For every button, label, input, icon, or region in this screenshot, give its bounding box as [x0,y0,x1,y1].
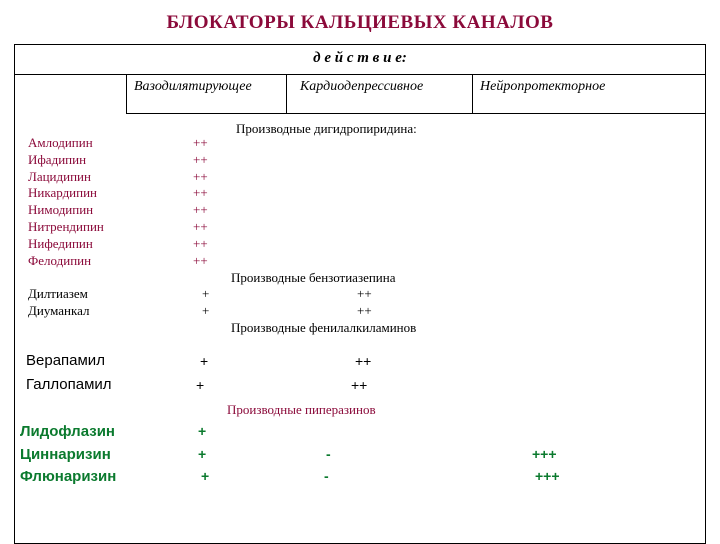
vaso-mark: + [198,446,207,462]
cardio-mark: - [326,446,331,462]
drug-name: Верапамил [26,352,105,369]
action-label: д е й с т в и е: [313,50,407,66]
divider-col-1 [126,74,127,113]
cardio-mark: ++ [351,377,368,393]
vaso-mark: + [200,353,209,369]
column-cardiodepressive: Кардиодепрессивное [300,79,424,94]
cardio-mark: ++ [357,303,372,318]
vaso-mark: ++ [193,218,208,234]
drug-name: Флюнаризин [20,468,117,485]
divider-columns [126,113,706,114]
vaso-mark: ++ [193,202,208,218]
drug-name: Галлопамил [26,376,112,393]
group-label-piperazines: Производные пиперазинов [227,402,376,417]
drug-name: Амлодипин [28,135,93,150]
group-label-dihydropyridines: Производные дигидропиридина: [236,121,417,136]
drug-name: Нимодипин [28,202,94,218]
vaso-mark: + [202,286,210,301]
drug-name: Фелодипин [28,252,92,268]
cardio-mark: ++ [357,286,372,301]
drug-name: Нифедипин [28,235,93,251]
vaso-mark: ++ [193,168,208,184]
column-vasodilating: Вазодилятирующее [134,79,252,94]
vaso-mark: + [198,423,207,439]
divider-col-2 [286,74,287,113]
group-label-phenylalkylamines: Производные фенилалкиламинов [231,320,417,335]
divider-action [14,74,706,75]
group-label-benzothiazepines: Производные бензотиазепина [231,270,396,285]
vaso-mark: + [196,377,205,393]
vaso-mark: ++ [193,185,208,201]
drug-name: Ифадипин [28,151,87,167]
drug-name: Нитрендипин [28,218,104,234]
drug-name: Дилтиазем [28,286,88,301]
vaso-marks-dihydropyridines [193,135,208,269]
drug-name: Циннаризин [20,446,111,463]
drug-name: Лацидипин [28,168,91,184]
vaso-mark: ++ [193,135,208,150]
vaso-mark: ++ [193,252,208,268]
cardio-mark: ++ [355,353,372,369]
vaso-mark: ++ [193,235,208,251]
neuro-mark: +++ [532,446,557,462]
drug-name: Никардипин [28,185,98,201]
neuro-mark: +++ [535,468,560,484]
drug-name: Диуманкал [28,303,90,318]
vaso-mark: + [202,303,210,318]
vaso-mark: ++ [193,151,208,167]
vaso-mark: + [201,468,210,484]
drug-list-dihydropyridines [28,135,104,269]
column-neuroprotective: Нейропротекторное [480,79,606,94]
cardio-mark: - [324,468,329,484]
drug-name: Лидофлазин [20,423,115,440]
divider-col-3 [472,74,473,113]
page-title: БЛОКАТОРЫ КАЛЬЦИЕВЫХ КАНАЛОВ [166,12,554,33]
